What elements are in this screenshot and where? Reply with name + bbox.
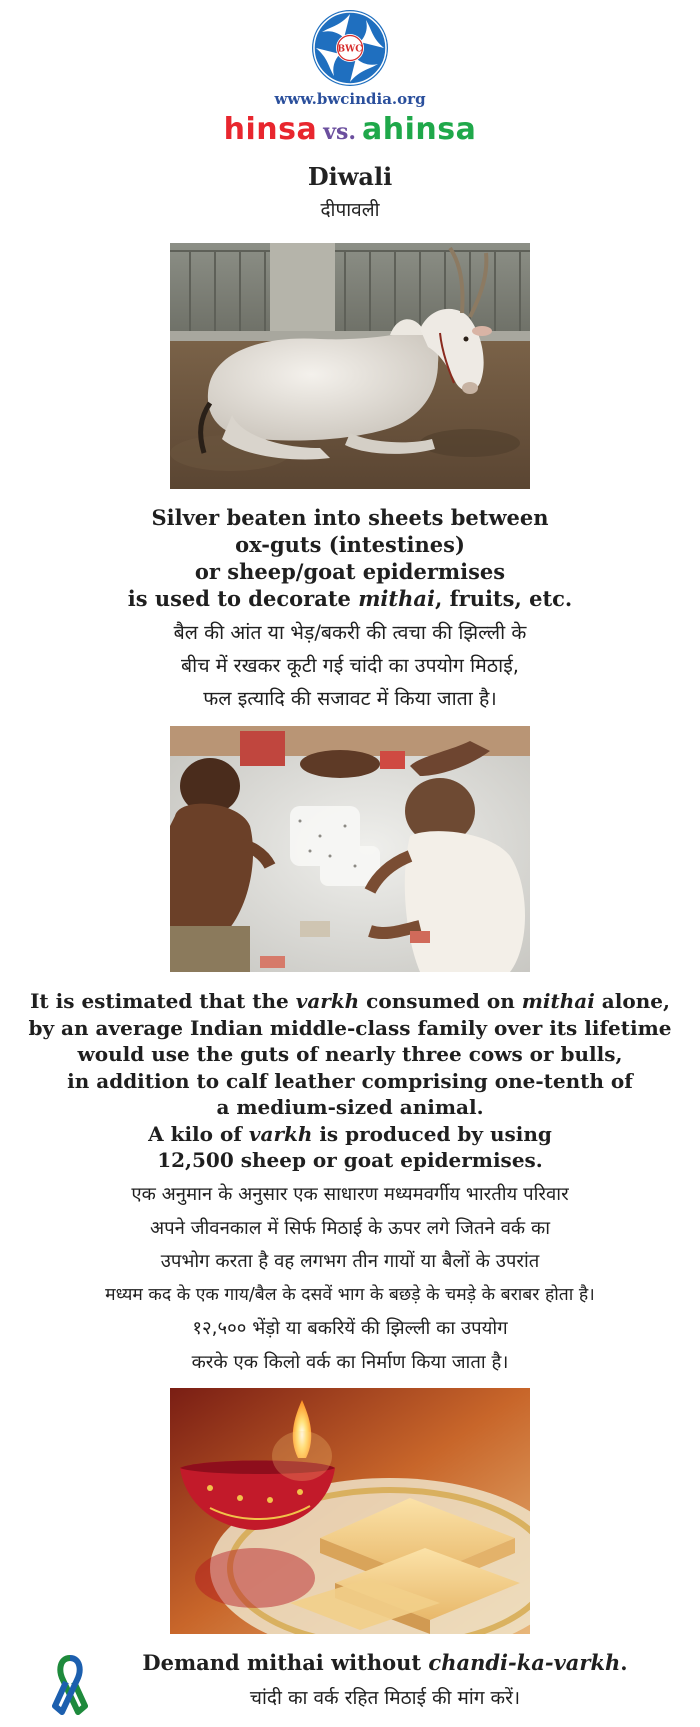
title-hinsa: hinsa (223, 112, 318, 147)
text-line: एक अनुमान के अनुसार एक साधारण मध्यमवर्गीय भारतीय परिवार (131, 1184, 569, 1205)
text-fragment: is used to decorate (127, 586, 359, 611)
varkh-estimate-en (0, 988, 700, 1174)
text-emphasis: varkh (295, 989, 360, 1013)
children-photo (170, 726, 530, 972)
text-line: Silver beaten into sheets between (151, 505, 549, 530)
logo-area (0, 8, 700, 94)
festival-title-hi: दीपावली (320, 199, 380, 221)
cow-photo (170, 243, 530, 489)
campaign-title (0, 112, 700, 147)
text-line: ox-guts (intestines) (235, 532, 465, 557)
text-line: or sheep/goat epidermises (194, 559, 506, 584)
festival-title-en: Diwali (307, 162, 393, 191)
text-emphasis: mithai (358, 586, 435, 611)
mithai-image-icon (170, 1388, 530, 1634)
text-fragment: alone, (594, 989, 670, 1013)
text-line: by an average Indian middle-class family over its lifetime (28, 1015, 672, 1040)
text-line: a medium-sized animal. (216, 1095, 484, 1119)
footer-call-to-action-hi: चांदी का वर्क रहित मिठाई की मांग करें। (249, 1687, 521, 1709)
text-line: बैल की आंत या भेड़/बकरी की त्वचा की झिल्ली के (173, 621, 527, 644)
text-line: फल इत्यादि की सजावट में किया जाता है। (203, 687, 497, 710)
text-fragment: consumed on (359, 989, 522, 1013)
text-fragment: It is estimated that the (30, 989, 296, 1013)
text-line (0, 1121, 700, 1148)
text-line: अपने जीवनकाल में सिर्फ मिठाई के ऊपर लगे जितने वर्क का (149, 1217, 551, 1239)
text-emphasis: chandi-ka-varkh (428, 1650, 621, 1675)
mithai-photo (170, 1388, 530, 1634)
title-ahinsa: ahinsa (362, 112, 477, 147)
text-line: करके एक किलो वर्क का निर्माण किया जाता है। (191, 1351, 509, 1373)
varkh-estimate-hi (0, 1178, 700, 1379)
awareness-ribbon-icon (52, 1654, 88, 1716)
cow-image-icon (170, 243, 530, 489)
text-fragment: is produced by using (312, 1121, 552, 1146)
title-vs: vs. (323, 119, 357, 145)
text-fragment: , fruits, etc. (434, 586, 573, 611)
footer-call-to-action-en (100, 1650, 670, 1675)
website-link[interactable]: www.bwcindia.org (274, 90, 426, 108)
text-emphasis: mithai (521, 989, 595, 1013)
logo-text: BWC (337, 44, 363, 55)
text-line: १२,५०० भेंड़ो या बकरियें की झिल्ली का उपयोग (192, 1318, 508, 1339)
text-line (0, 585, 700, 612)
text-fragment: . (620, 1650, 628, 1675)
text-line: मध्यम कद के एक गाय/बैल के दसवें भाग के बछड़े के चमड़े के बराबर होता है। (105, 1284, 595, 1305)
text-fragment: Demand mithai without (142, 1650, 429, 1675)
text-line: in addition to calf leather comprising one-tenth of (67, 1068, 633, 1093)
text-line: बीच में रखकर कूटी गई चांदी का उपयोग मिठाई, (181, 654, 519, 677)
text-line (0, 988, 700, 1015)
bwc-logo-icon (310, 8, 390, 88)
text-fragment: A kilo of (148, 1121, 249, 1146)
varkh-description-en (0, 504, 700, 612)
varkh-description-hi (0, 616, 700, 715)
children-image-icon (170, 726, 530, 972)
text-line: 12,500 sheep or goat epidermises. (157, 1148, 543, 1172)
text-line: would use the guts of nearly three cows or bulls, (77, 1042, 623, 1066)
text-line: उपभोग करता है वह लगभग तीन गायों या बैलों के उपरांत (160, 1251, 540, 1272)
text-emphasis: varkh (248, 1121, 313, 1146)
